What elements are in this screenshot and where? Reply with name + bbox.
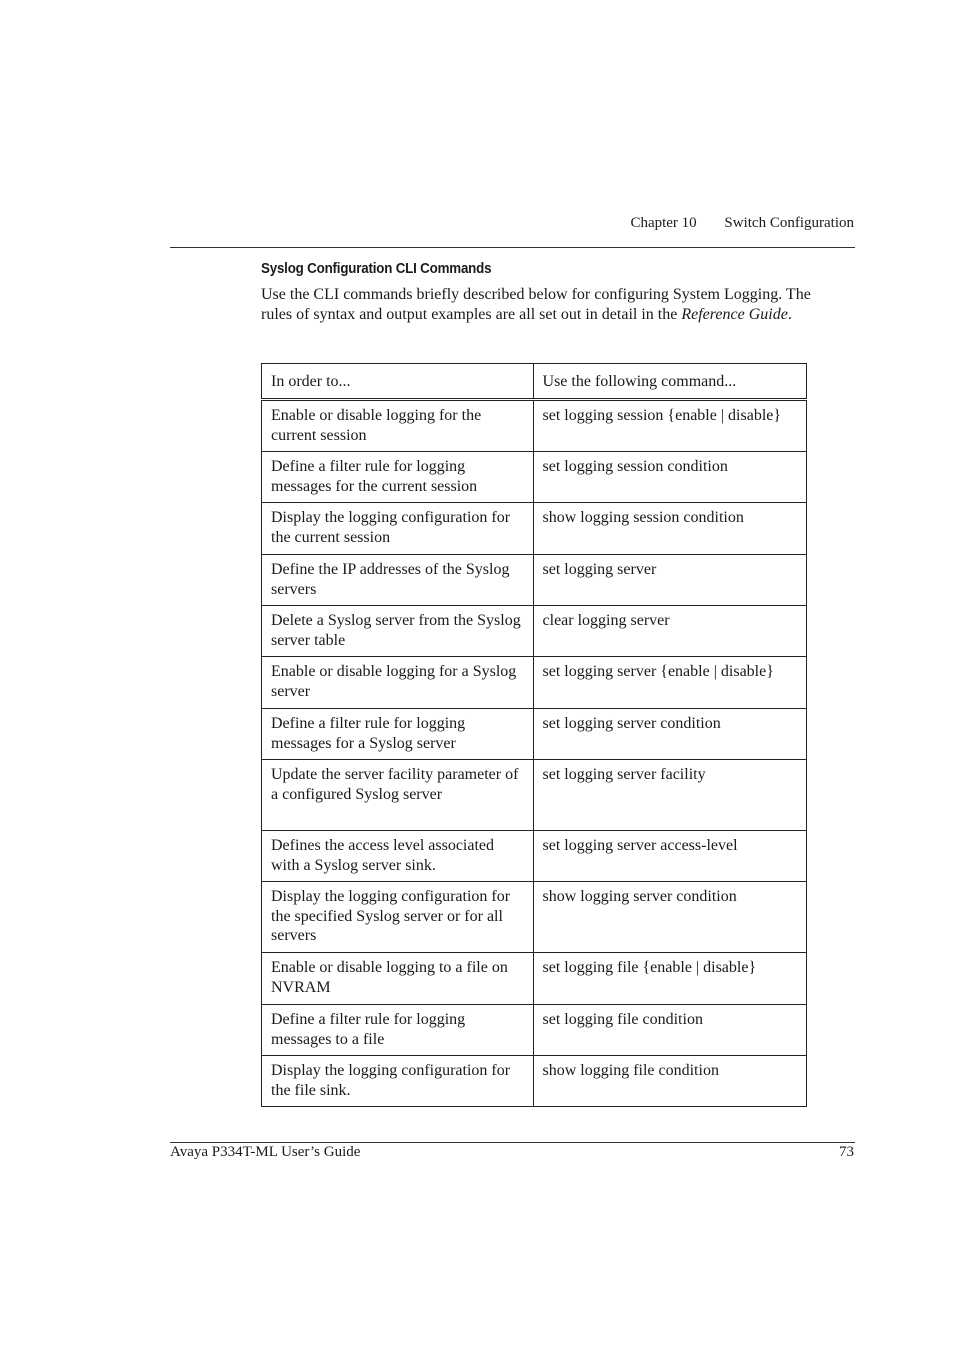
table-cell-command: show logging server condition	[533, 882, 806, 953]
section-title: Syslog Configuration CLI Commands	[261, 261, 492, 277]
intro-reference: Reference Guide	[681, 305, 788, 323]
table-row	[262, 882, 807, 953]
table-cell-purpose: Display the logging configuration for the file sink.	[262, 1056, 534, 1107]
table-cell-command: set logging server {enable | disable}	[533, 657, 806, 709]
header-chapter: Chapter 10	[630, 215, 697, 231]
table-cell-command: set logging server facility	[533, 760, 806, 831]
table-cell-command: set logging file {enable | disable}	[533, 953, 806, 1005]
table-cell-command: set logging server condition	[533, 709, 806, 760]
table-header-cell: In order to...	[262, 364, 534, 400]
table-cell-purpose: Defines the access level associated with a Syslog server sink.	[262, 831, 534, 882]
table-cell-purpose: Define a filter rule for logging messages for a Syslog server	[262, 709, 534, 760]
footer-title: Avaya P334T-ML User’s Guide	[170, 1144, 361, 1160]
table-cell-purpose: Define a filter rule for logging messages for the current session	[262, 452, 534, 503]
table-cell-purpose: Display the logging configuration for the specified Syslog server or for all servers	[262, 882, 534, 953]
header-rule	[170, 247, 855, 248]
table-row	[262, 760, 807, 831]
table-row	[262, 831, 807, 882]
table-row	[262, 709, 807, 760]
table-cell-command: set logging server	[533, 555, 806, 606]
table-cell-purpose: Update the server facility parameter of a configured Syslog server	[262, 760, 534, 831]
table-cell-command: set logging server access-level	[533, 831, 806, 882]
header-section: Switch Configuration	[724, 215, 854, 231]
table-cell-command: set logging session {enable | disable}	[533, 400, 806, 452]
table-row	[262, 953, 807, 1005]
table-row	[262, 400, 807, 452]
table-cell-purpose: Enable or disable logging for a Syslog server	[262, 657, 534, 709]
table-cell-command: clear logging server	[533, 606, 806, 657]
table-row	[262, 1056, 807, 1107]
footer-rule	[170, 1142, 855, 1143]
page-number: 73	[839, 1144, 854, 1160]
table-row	[262, 452, 807, 503]
table-cell-command: set logging session condition	[533, 452, 806, 503]
table-cell-command: show logging session condition	[533, 503, 806, 555]
table-row	[262, 657, 807, 709]
table-cell-purpose: Delete a Syslog server from the Syslog server table	[262, 606, 534, 657]
table-header-row	[262, 364, 807, 400]
table-cell-command: set logging file condition	[533, 1005, 806, 1056]
table-row	[262, 555, 807, 606]
table-header-cell: Use the following command...	[533, 364, 806, 400]
table-cell-purpose: Enable or disable logging to a file on NVRAM	[262, 953, 534, 1005]
intro-paragraph	[261, 285, 841, 324]
table-cell-purpose: Enable or disable logging for the current session	[262, 400, 534, 452]
table-cell-purpose: Define a filter rule for logging messages to a file	[262, 1005, 534, 1056]
table-row	[262, 503, 807, 555]
running-header	[630, 215, 854, 232]
table-row	[262, 606, 807, 657]
table-cell-command: show logging file condition	[533, 1056, 806, 1107]
table-cell-purpose: Display the logging configuration for the current session	[262, 503, 534, 555]
commands-table	[261, 363, 807, 1107]
intro-text: Use the CLI commands briefly described below for configuring System Logging. The rules of syntax and output examples are all set out in detail in the	[261, 286, 811, 323]
intro-end: .	[787, 305, 792, 323]
table-cell-purpose: Define the IP addresses of the Syslog servers	[262, 555, 534, 606]
table-row	[262, 1005, 807, 1056]
